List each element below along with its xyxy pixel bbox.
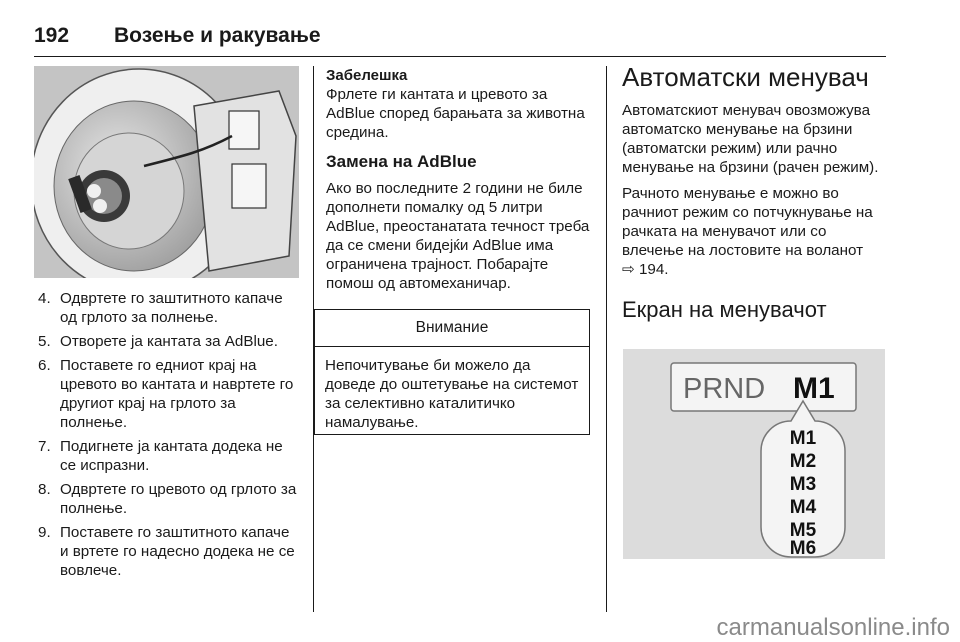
automatic-heading: Автоматски менувач <box>622 62 869 92</box>
watermark: carmanualsonline.info <box>716 614 950 641</box>
replace-text: Ако во последните 2 години не биле дополнети помалку од 5 литри AdBlue, преостанатата течност треба да се смени бидејќи AdBlue има ограничена трајност. Побарајте помош од автомеханичар. <box>326 180 590 292</box>
fuel-filler-illustration <box>34 66 299 278</box>
automatic-paragraph-1: Автоматскиот менувач овозможува автоматско менување на брзини (автоматски режим) или рачно менување на брзини (рачен режим). <box>622 102 879 176</box>
list-item: 4. Одвртете го заштитното капаче од грлото за полнење. <box>38 290 283 326</box>
gear-display-illustration <box>623 349 885 559</box>
warning-text: Непочитување би можело да доведе до оштетување на системот за селективно каталитичко намалување. <box>325 357 579 431</box>
column-3 <box>622 62 888 322</box>
list-item: 5. Отворете ја кантата за AdBlue. <box>38 333 278 350</box>
fuel-filler-drawing <box>34 66 299 278</box>
steps-list <box>34 289 302 580</box>
gear-display-drawing <box>623 349 885 559</box>
list-item: 7. Подигнете ја кантата додека не се испразни. <box>38 438 283 474</box>
list-item: 6. Поставете го едниот крај на цревото во кантата и навртете го другиот крај на грлото за полнење. <box>38 357 294 431</box>
page-ref-link[interactable]: 194. <box>638 261 669 278</box>
display-heading: Екран на менувачот <box>622 297 827 322</box>
note-heading: Забелешка <box>326 67 408 84</box>
page-number: 192 <box>34 24 70 47</box>
prnd-label: PRND <box>683 373 766 405</box>
warning-title: Внимание <box>315 310 589 347</box>
steps-section <box>34 289 302 585</box>
page-header <box>34 24 886 57</box>
list-item: 8. Одвртете го цревото од грлото за полнење. <box>38 481 297 517</box>
gear-m1: M1 <box>789 428 817 449</box>
note-text: Фрлете ги кантата и цревото за AdBlue според барањата за животна средина. <box>326 86 585 141</box>
current-gear-label: M1 <box>793 372 835 405</box>
gear-m6: M6 <box>789 538 817 559</box>
list-item: 9. Поставете го заштитното капаче и вртете го надесно додека не се вовлече. <box>38 524 295 579</box>
page-ref-icon: ⇨ <box>622 261 635 278</box>
column-divider-2 <box>606 66 607 612</box>
gear-m2: M2 <box>789 451 817 472</box>
gear-m3: M3 <box>789 474 817 495</box>
column-2 <box>326 66 592 293</box>
automatic-paragraph-2: Рачното менување е можно во рачниот режим со потчукнување на рачката на менувачот или со влечење на лостовите на воланот ⇨ 194. <box>622 185 873 278</box>
page-title: Возење и ракување <box>114 24 321 47</box>
replace-heading: Замена на AdBlue <box>326 152 477 171</box>
warning-box <box>314 309 590 435</box>
gear-m4: M4 <box>789 497 817 518</box>
gear-m5: M5 <box>789 520 817 541</box>
